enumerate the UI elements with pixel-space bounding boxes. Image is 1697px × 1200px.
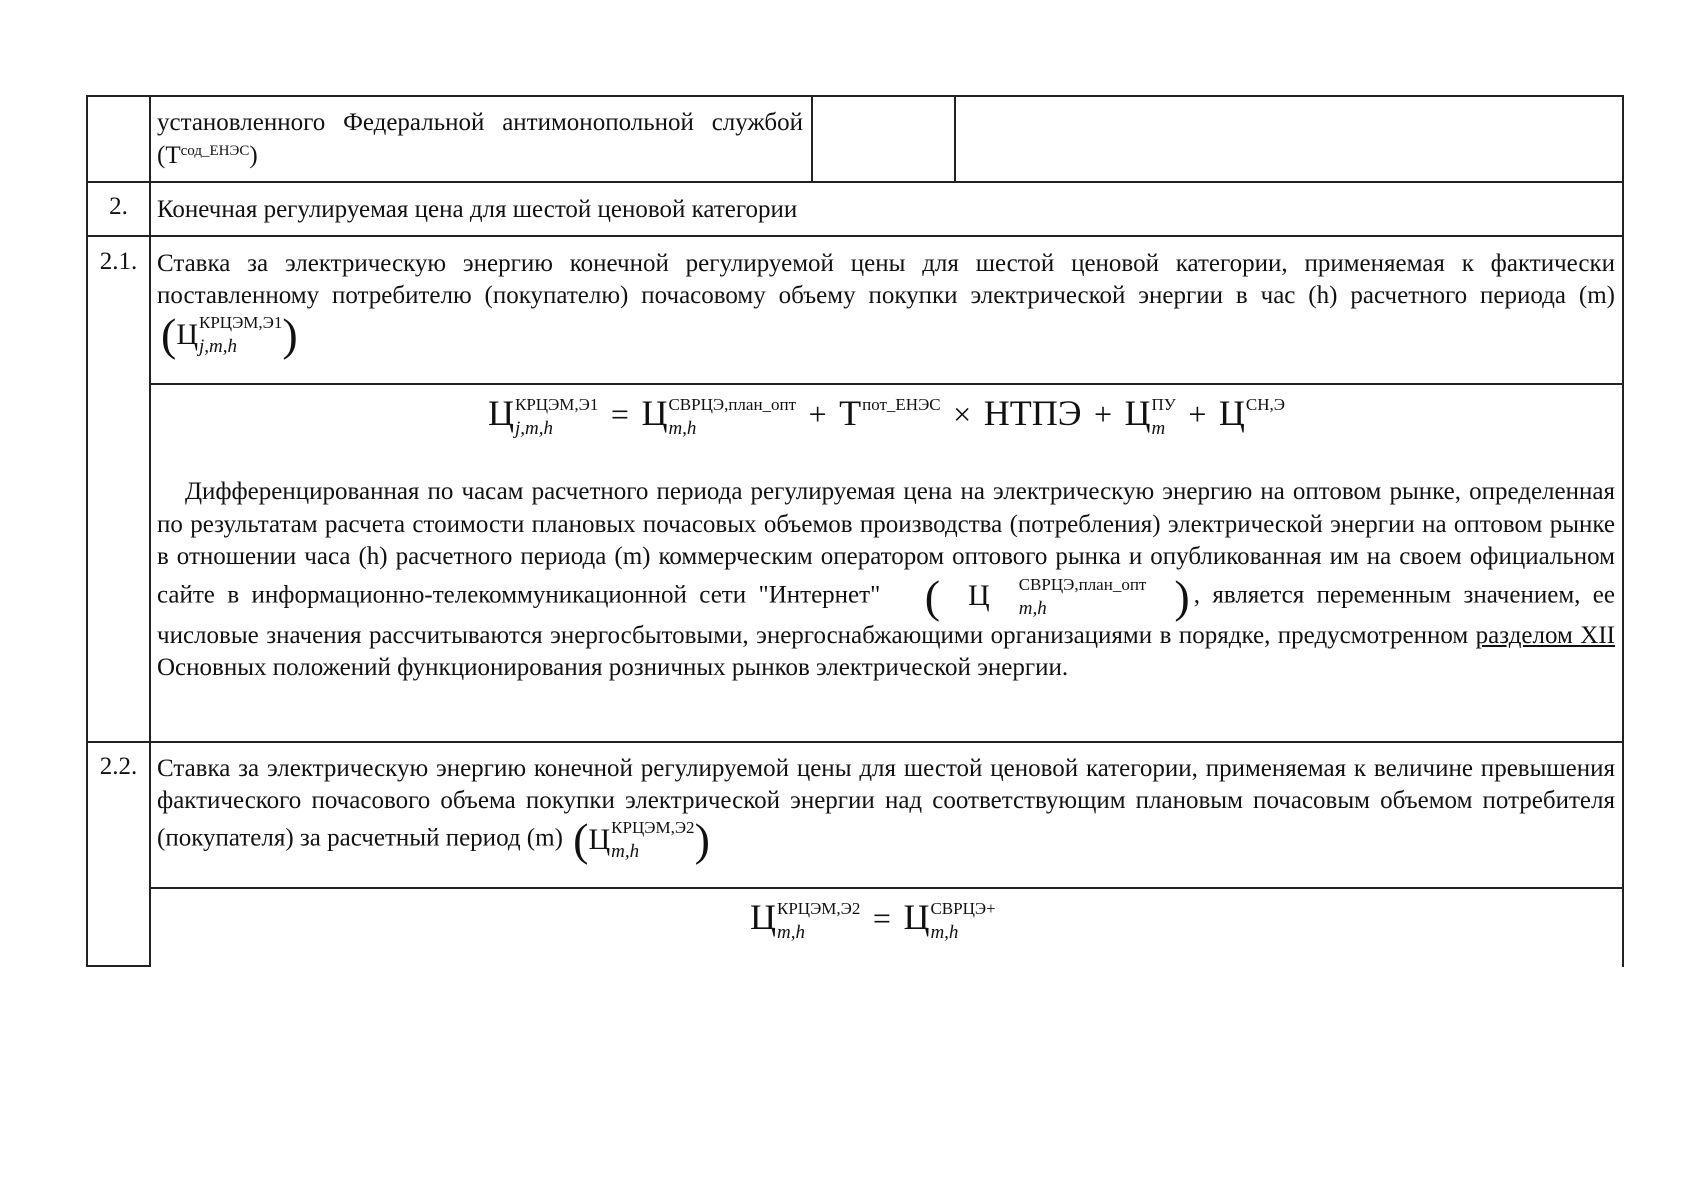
formula-1-lhs-sup: КРЦЭМ,Э1: [515, 395, 599, 415]
row-divider: [150, 383, 1624, 385]
column-divider: [149, 95, 151, 967]
formula-superscript: КРЦЭМ,Э1: [199, 313, 283, 332]
table-border-top: [86, 95, 1624, 97]
formula-2-lhs-scripts: [777, 900, 860, 942]
row-divider: [86, 235, 1624, 237]
formula-1-term1-sup: СВРЦЭ,план_опт: [668, 395, 797, 415]
formula-1-term4-symbol: Ц: [1124, 393, 1151, 433]
row-2-2-text: [157, 753, 1615, 863]
row-2-1-body: Ставка за электрическую энергию конечной регулируемой цены для шестой ценовой категории, применяемая к фактически поставленному потребителю (покупателю) почасовому объему покупки электрической энергии в час (h) расчетного периода (m): [157, 250, 1615, 309]
formula-1-lhs-scripts: [515, 396, 598, 438]
formula-2-rhs-sup: СВРЦЭ+: [930, 899, 996, 919]
open-paren: (: [161, 309, 177, 360]
table-border-right: [1622, 95, 1624, 967]
column-divider: [811, 95, 813, 182]
formula-2-rhs-scripts: [930, 900, 995, 942]
formula-superscript: КРЦЭМ,Э2: [611, 818, 695, 837]
formula-subscript: j,m,h: [199, 336, 237, 357]
formula-1-term2-scripts: [862, 396, 941, 438]
explanation-part-2: , является переменным значением, ее числовые значения рассчитываются энергосбытовыми, энергоснабжающими организациями в порядке, предусмотренном: [157, 581, 1616, 649]
formula-symbol: Ц: [176, 318, 198, 351]
plus-sign: +: [808, 396, 827, 432]
formula-1-term1-symbol: Ц: [641, 393, 668, 433]
section-xii-link[interactable]: разделом XII: [1475, 621, 1616, 649]
formula-1-term5-sup: СН,Э: [1245, 395, 1285, 415]
formula-2-rhs-sub: m,h: [930, 922, 959, 944]
formula-2: [750, 896, 996, 942]
formula-2-lhs-symbol: Ц: [750, 897, 776, 937]
equals-sign: =: [872, 900, 891, 936]
explanation-part-3: Основных положений функционирования розничных рынков электрической энергии.: [157, 654, 1069, 681]
times-sign: ×: [953, 396, 972, 432]
formula-1-lhs-sub: j,m,h: [515, 418, 553, 440]
row-2-number: 2.: [109, 193, 128, 220]
open-paren: (: [924, 570, 941, 622]
formula-symbol: Ц: [588, 823, 611, 856]
formula-1-term1-scripts: [668, 396, 796, 438]
row-2-1-number: 2.1.: [99, 248, 138, 275]
formula-2-lhs-sup: КРЦЭМ,Э2: [777, 899, 861, 919]
formula-1-term1-sub: m,h: [668, 418, 697, 440]
formula-1-term2-sup: пот_ЕНЭС: [862, 395, 941, 415]
column-divider: [954, 95, 956, 182]
open-paren: (: [573, 814, 589, 865]
row-2-1-inline-formula: [161, 309, 298, 360]
formula-subscript: m,h: [1018, 597, 1047, 619]
equals-sign: =: [610, 396, 629, 432]
table-border-bottom-left: [86, 965, 150, 967]
explanation-part-1: Дифференцированная по часам расчетного периода регулируемая цена на электрическую энергию на оптовом рынке, определенная по результатам расчета стоимости плановых почасовых объемов производства (потребления) электрической энергии на оптовом рынке в отношении часа (h) расчетного периода (m) коммерческим оператором оптового рынка и опубликованная им на своем официальном сайте в информационно-телекоммуникационной сети "Интернет": [157, 478, 1615, 609]
row-1-superscript: сод_ЕНЭС: [180, 143, 250, 159]
formula-1-lhs-symbol: Ц: [488, 393, 514, 433]
row-2-text: Конечная регулируемая цена для шестой ценовой категории: [157, 196, 798, 223]
formula-superscript: СВРЦЭ,план_опт: [1018, 574, 1147, 594]
formula-1-explanation: [157, 476, 1615, 685]
formula-1: [488, 392, 1285, 438]
formula-scripts: [611, 819, 694, 861]
row-2-2-inline-formula: [573, 814, 710, 865]
formula-1-term4-sup: ПУ: [1151, 395, 1176, 415]
close-paren: ): [1174, 570, 1190, 622]
formula-1-term4-sub: m: [1151, 418, 1166, 440]
plus-sign: +: [1188, 396, 1207, 432]
formula-1-term4-scripts: [1152, 396, 1176, 438]
row-1-text: [157, 106, 803, 176]
explanation-inline-formula: [897, 570, 1190, 622]
row-1-main-text: установленного Федеральной антимонопольной службой (T: [157, 109, 803, 169]
formula-1-term5-scripts: [1246, 396, 1285, 438]
row-1-close: ): [249, 142, 258, 169]
formula-scripts: [991, 576, 1147, 618]
row-2-2-number: 2.2.: [99, 753, 138, 780]
row-divider: [86, 741, 1624, 743]
formula-subscript: m,h: [611, 841, 640, 862]
row-divider: [150, 887, 1624, 889]
row-divider: [86, 181, 1624, 183]
table-border-left: [86, 95, 88, 967]
close-paren: ): [694, 814, 710, 865]
plus-sign: +: [1093, 396, 1113, 432]
formula-scripts: [199, 314, 282, 356]
row-2-1-text: [157, 248, 1615, 358]
formula-2-lhs-sub: m,h: [777, 922, 805, 944]
row-2-2-body: Ставка за электрическую энергию конечной регулируемой цены для шестой ценовой категории, применяемая к величине превышения фактического почасового объема покупки электрической энергии над соответствующим плановым почасовым объемом потребителя (покупателя) за расчетный период (m): [157, 755, 1615, 852]
formula-1-term5-symbol: Ц: [1218, 393, 1245, 433]
formula-1-term3: НТПЭ: [983, 393, 1082, 433]
formula-symbol: Ц: [968, 579, 990, 613]
close-paren: ): [282, 309, 298, 360]
formula-1-term2-symbol: T: [839, 393, 862, 433]
formula-2-rhs-symbol: Ц: [903, 897, 930, 937]
